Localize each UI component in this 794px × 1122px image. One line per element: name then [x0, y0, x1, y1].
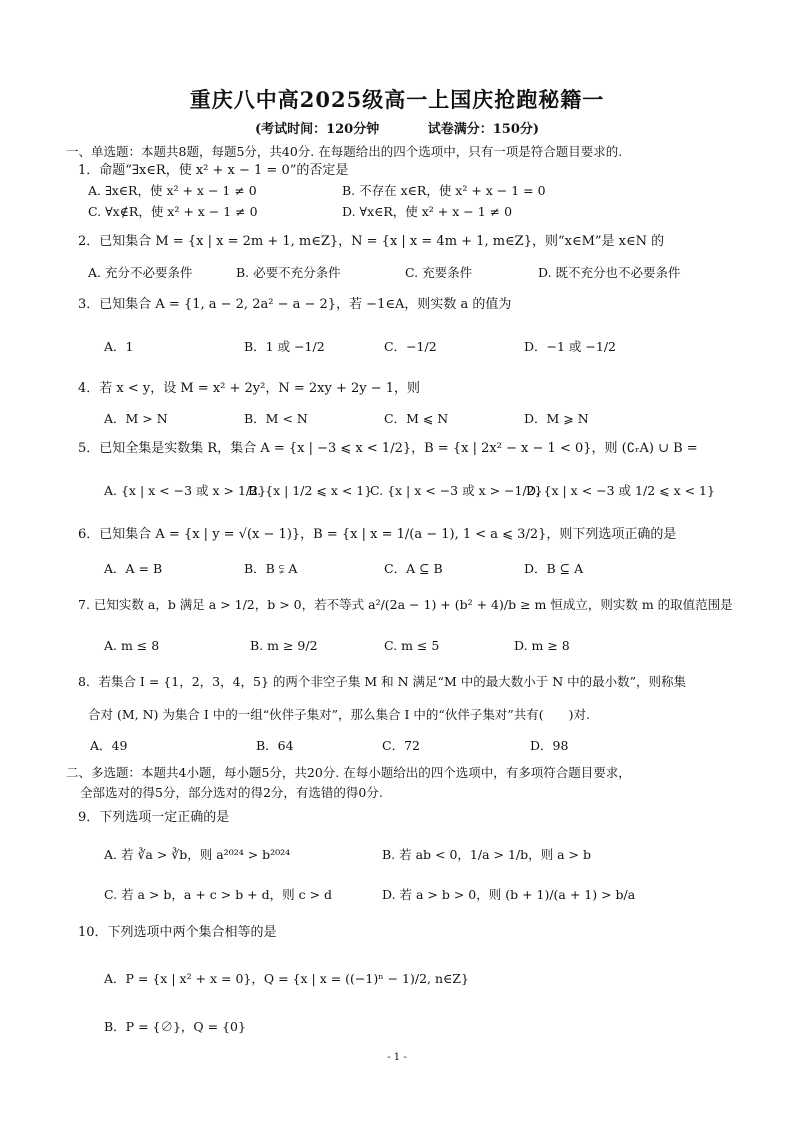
option-b: B．1 或 −1/2	[244, 339, 325, 354]
question-stem: 1．命题“∃x∈R，使 x² + x − 1 = 0”的否定是	[78, 163, 349, 178]
question-stem: 9．下列选项一定正确的是	[78, 810, 230, 825]
option-d: D. 若 a > b > 0，则 (b + 1)/(a + 1) > b/a	[382, 887, 636, 902]
option-c: C．−1/2	[384, 339, 437, 354]
option-d: D. ∀x∈R，使 x² + x − 1 ≠ 0	[342, 204, 513, 219]
option-d: D. 既不充分也不必要条件	[538, 265, 681, 280]
page-number: - 1 -	[387, 1052, 407, 1063]
section-heading: 一、单选题：本题共8题，每题5分，共40分. 在每题给出的四个选项中，只有一项是符合题目要求的.	[66, 144, 623, 159]
option-a: A．1	[104, 339, 134, 354]
option-c: C. ∀x∉R，使 x² + x − 1 ≠ 0	[88, 204, 258, 219]
question-stem: 3．已知集合 A = {1, a − 2, 2a² − a − 2}，若 −1∈A，则实数 a 的值为	[78, 297, 512, 312]
question-stem-continued: 合对 (M, N) 为集合 I 中的一组“伙伴子集对”，那么集合 I 中的“伙伴子集对”共有( )对.	[88, 707, 590, 722]
exam-info	[0, 118, 794, 137]
option-b: B．M < N	[244, 411, 308, 426]
page-title: 重庆八中高2025级高一上国庆抢跑秘籍一	[189, 87, 605, 112]
exam-time: (考试时间：120分钟	[254, 122, 380, 137]
question-stem: 4．若 x < y，设 M = x² + 2y²，N = 2xy + 2y − 1，则	[78, 381, 421, 396]
question-stem: 8．若集合 I = {1，2，3，4，5} 的两个非空子集 M 和 N 满足“M 中的最大数小于 N 中的最小数”，则称集	[78, 674, 686, 689]
section-heading: 二、多选题：本题共4小题，每小题5分，共20分. 在每小题给出的四个选项中，有多项符合题目要求，	[66, 765, 631, 780]
question-stem: 7. 已知实数 a，b 满足 a > 1/2，b > 0，若不等式 a²/(2a − 1) + (b² + 4)/b ≥ m 恒成立，则实数 m 的取值范围是	[78, 597, 733, 612]
option-b: B．64	[256, 738, 294, 753]
section-heading-continued: 全部选对的得5分，部分选对的得2分，有选错的得0分.	[80, 785, 383, 800]
question-stem: 10．下列选项中两个集合相等的是	[78, 925, 277, 940]
option-c: C. 充要条件	[405, 265, 473, 280]
option-b: B．P = {∅}，Q = {0}	[104, 1019, 246, 1034]
option-c: C．72	[382, 738, 420, 753]
option-d: D. {x | x < −3 或 1/2 ⩽ x < 1}	[526, 483, 715, 498]
option-d: D. m ≥ 8	[514, 638, 570, 653]
option-a: A. {x | x < −3 或 x > 1/2}	[104, 483, 267, 498]
option-a: A. ∃x∈R，使 x² + x − 1 ≠ 0	[88, 183, 257, 198]
option-a: A. m ≤ 8	[104, 638, 160, 653]
option-c: C．M ⩽ N	[384, 411, 449, 426]
option-c: C．A ⊆ B	[384, 561, 443, 576]
option-a: A. 若 ∛a > ∛b，则 a²⁰²⁴ > b²⁰²⁴	[104, 847, 291, 862]
option-d: D．98	[530, 738, 569, 753]
option-b: B. 若 ab < 0，1/a > 1/b，则 a > b	[382, 847, 591, 862]
option-d: D．B ⊆ A	[524, 561, 584, 576]
option-d: D．M ⩾ N	[524, 411, 589, 426]
question-stem: 6．已知集合 A = {x | y = √(x − 1)}，B = {x | x = 1/(a − 1), 1 < a ⩽ 3/2}，则下列选项正确的是	[78, 527, 677, 542]
option-d: D．−1 或 −1/2	[524, 339, 616, 354]
option-b: B．B ⫋ A	[244, 561, 298, 576]
option-b: B. m ≥ 9/2	[250, 638, 318, 653]
option-a: A. 充分不必要条件	[88, 265, 193, 280]
exam-score: 试卷满分：150分)	[427, 122, 540, 137]
option-b: B. {x | 1/2 ⩽ x < 1}	[248, 483, 373, 498]
question-stem: 5．已知全集是实数集 R，集合 A = {x | −3 ⩽ x < 1/2}，B = {x | 2x² − x − 1 < 0}，则 (∁ᵣA) ∪ B =	[78, 441, 698, 456]
option-a: A．M > N	[104, 411, 168, 426]
option-c: C. 若 a > b，a + c > b + d，则 c > d	[104, 887, 333, 902]
option-c: C. {x | x < −3 或 x > −1/2}	[370, 483, 543, 498]
option-c: C. m ≤ 5	[384, 638, 440, 653]
option-a: A．P = {x | x² + x = 0}，Q = {x | x = ((−1)ⁿ − 1)/2, n∈Z}	[104, 971, 469, 986]
option-a: A．49	[90, 738, 128, 753]
option-b: B. 必要不充分条件	[236, 265, 341, 280]
option-a: A．A = B	[104, 561, 163, 576]
option-b: B. 不存在 x∈R，使 x² + x − 1 = 0	[342, 183, 546, 198]
question-stem: 2．已知集合 M = {x | x = 2m + 1, m∈Z}，N = {x | x = 4m + 1, m∈Z}，则“x∈M”是 x∈N 的	[78, 234, 665, 249]
